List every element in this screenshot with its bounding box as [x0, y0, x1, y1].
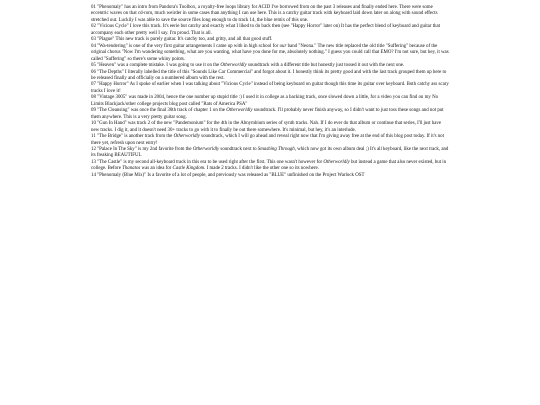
note-text: 14 "Phenomaly (Blue Mix)" Is a favorite of a lot of people, and previously was released as "BLUE" unfinished on the Project Warlock OST [91, 172, 365, 178]
track-note-04 [91, 44, 449, 63]
track-note-02 [91, 24, 449, 37]
track-note-13 [91, 160, 449, 173]
italic-title: Otherworldly [192, 146, 220, 152]
italic-title: Otherworldly [220, 63, 247, 69]
note-text: 09 "The Cleansing" was once the final 30th track of chapter 1 on the [91, 108, 227, 114]
note-text: was an idea for [140, 166, 173, 172]
track-note-12 [91, 147, 449, 160]
note-text: 07 "Happy Horror" As I spoke of earlier when I was talking about "Vicious Cycle" instead of being keyboard on guitar though this time its guitar over keyboard. Both catchy ass scary tracks I love it! [91, 82, 449, 94]
note-text: soundtrack next to [219, 146, 258, 152]
note-text: 06 "The Depths" I literally labelled the title of this "Sounds Like Car Commercial" and forgot about it. I honestly think its pretty good and with the last track grouped them up here to be released finally and officially on a numbered album with the rest. [91, 69, 447, 81]
note-text: 13 "The Castle" is my second all-keyboard track in this era to be used right after the first. This one wasn't however for [91, 159, 324, 165]
italic-title: Otherworldly [173, 134, 200, 140]
track-note-10 [91, 121, 449, 134]
note-text: soundtrack. I'll probably never finish anyway, so I didn't want to just toss these songs and not put them anywhere. This is a very pretty guitar song. [91, 108, 444, 120]
track-note-01 [91, 5, 449, 24]
track-notes [91, 5, 449, 179]
track-note-07 [91, 82, 449, 95]
italic-title: Thanatos [122, 166, 141, 172]
note-text: 08 "Vintage 3005" was made in 2004, hence the one number up stupid title :) I used it in college as a backing track, once slowed down a little, for a video you can find on my No Limits Blackjack/other college projects blog post called "Rats of America PSA" [91, 95, 439, 107]
italic-title: Otherworldly [226, 108, 253, 114]
track-note-11 [91, 134, 449, 147]
italic-title: Smashing Through [257, 146, 295, 152]
note-text: 03 "Plague" This new track is purely guitar. It's catchy too, and gritty, and all that good stuff. [91, 37, 273, 43]
note-text: 11 "The Bridge" is another track from the [91, 134, 174, 140]
italic-title: Castle Kingdom [172, 166, 205, 172]
note-text: 02 "Vicious Cycle" I love this track. It's eerie but catchy and exactly what I liked to do back then (see "Happy Horror" later on) It has the perfect blend of keyboard and guitar that accompany each other pretty well I say. I'm proud. That is all. [91, 24, 441, 36]
note-text: , which now got its own album deal ;) It's all keyboard, like the next track, and its freaking BEAUTIFUL [91, 146, 449, 159]
track-note-09 [91, 108, 449, 121]
note-text: 12 "Palace In The Sky" is my 2nd favorite from the [91, 146, 193, 152]
italic-title: our [279, 43, 287, 49]
note-text: 05 "Heaven" was a complete mistake. I was going to use it on the [91, 63, 221, 69]
note-text: . I made 2 tracks. I didn't like the other one so its nowhere. [204, 166, 319, 172]
track-note-08 [91, 95, 449, 108]
note-text: 10 "Gun In Hand" was track 2 of the new "Pandemonium" for the 4th in the Abnymbium series of synth tracks. Nah. If I do ever do that album or continue that series, I'll just have new tracks. I dig it, and it doesn't need 30+ tracks to go with it to finally be out there somewhere. It's minimal, but hey, it's an interlude. [91, 121, 442, 133]
track-note-14 [91, 173, 449, 179]
note-text: 01 "Phenomaly" has an intro from Pandora's Toolbox, a royalty-free loops library for ACID I've borrowed from on the past 3 releases and finally ended here. There were some eccentric waves on that cd-rom, much weirder in some cases than anything I can use here. This is a catchy guitar track with keyboard laid down later on along with sound effects stretched out. Luckily I was able to save the source files long enough to do track 14, the blue remix of this one. [91, 5, 438, 23]
note-text: but instead a game that also never existed, but in college. Before [91, 159, 447, 172]
note-text: band "Neona." The new title replaced the old title "Suffering" because of the original chorus "Now I'm wondering something, what are you wanting, what have you done for me, absolutely nothing." I guess you could call that EMO? I'm not sure, but hey, it was called "Suffering" so there's some whiny points. [91, 43, 449, 62]
italic-title: Otherworldly [323, 159, 350, 165]
note-text: soundtrack, which I will go ahead and reveal right now that I'm giving away free at the end of this blog post today. If it's not there yet, refresh upon next entry! [91, 134, 444, 146]
track-note-06 [91, 70, 449, 83]
note-text: 04 "Wa-tendering" is one of the very first guitar arrangements I came up with in high school for [91, 43, 280, 49]
note-text: soundtrack with a different title but honestly just tossed it out with the next one. [246, 63, 405, 69]
